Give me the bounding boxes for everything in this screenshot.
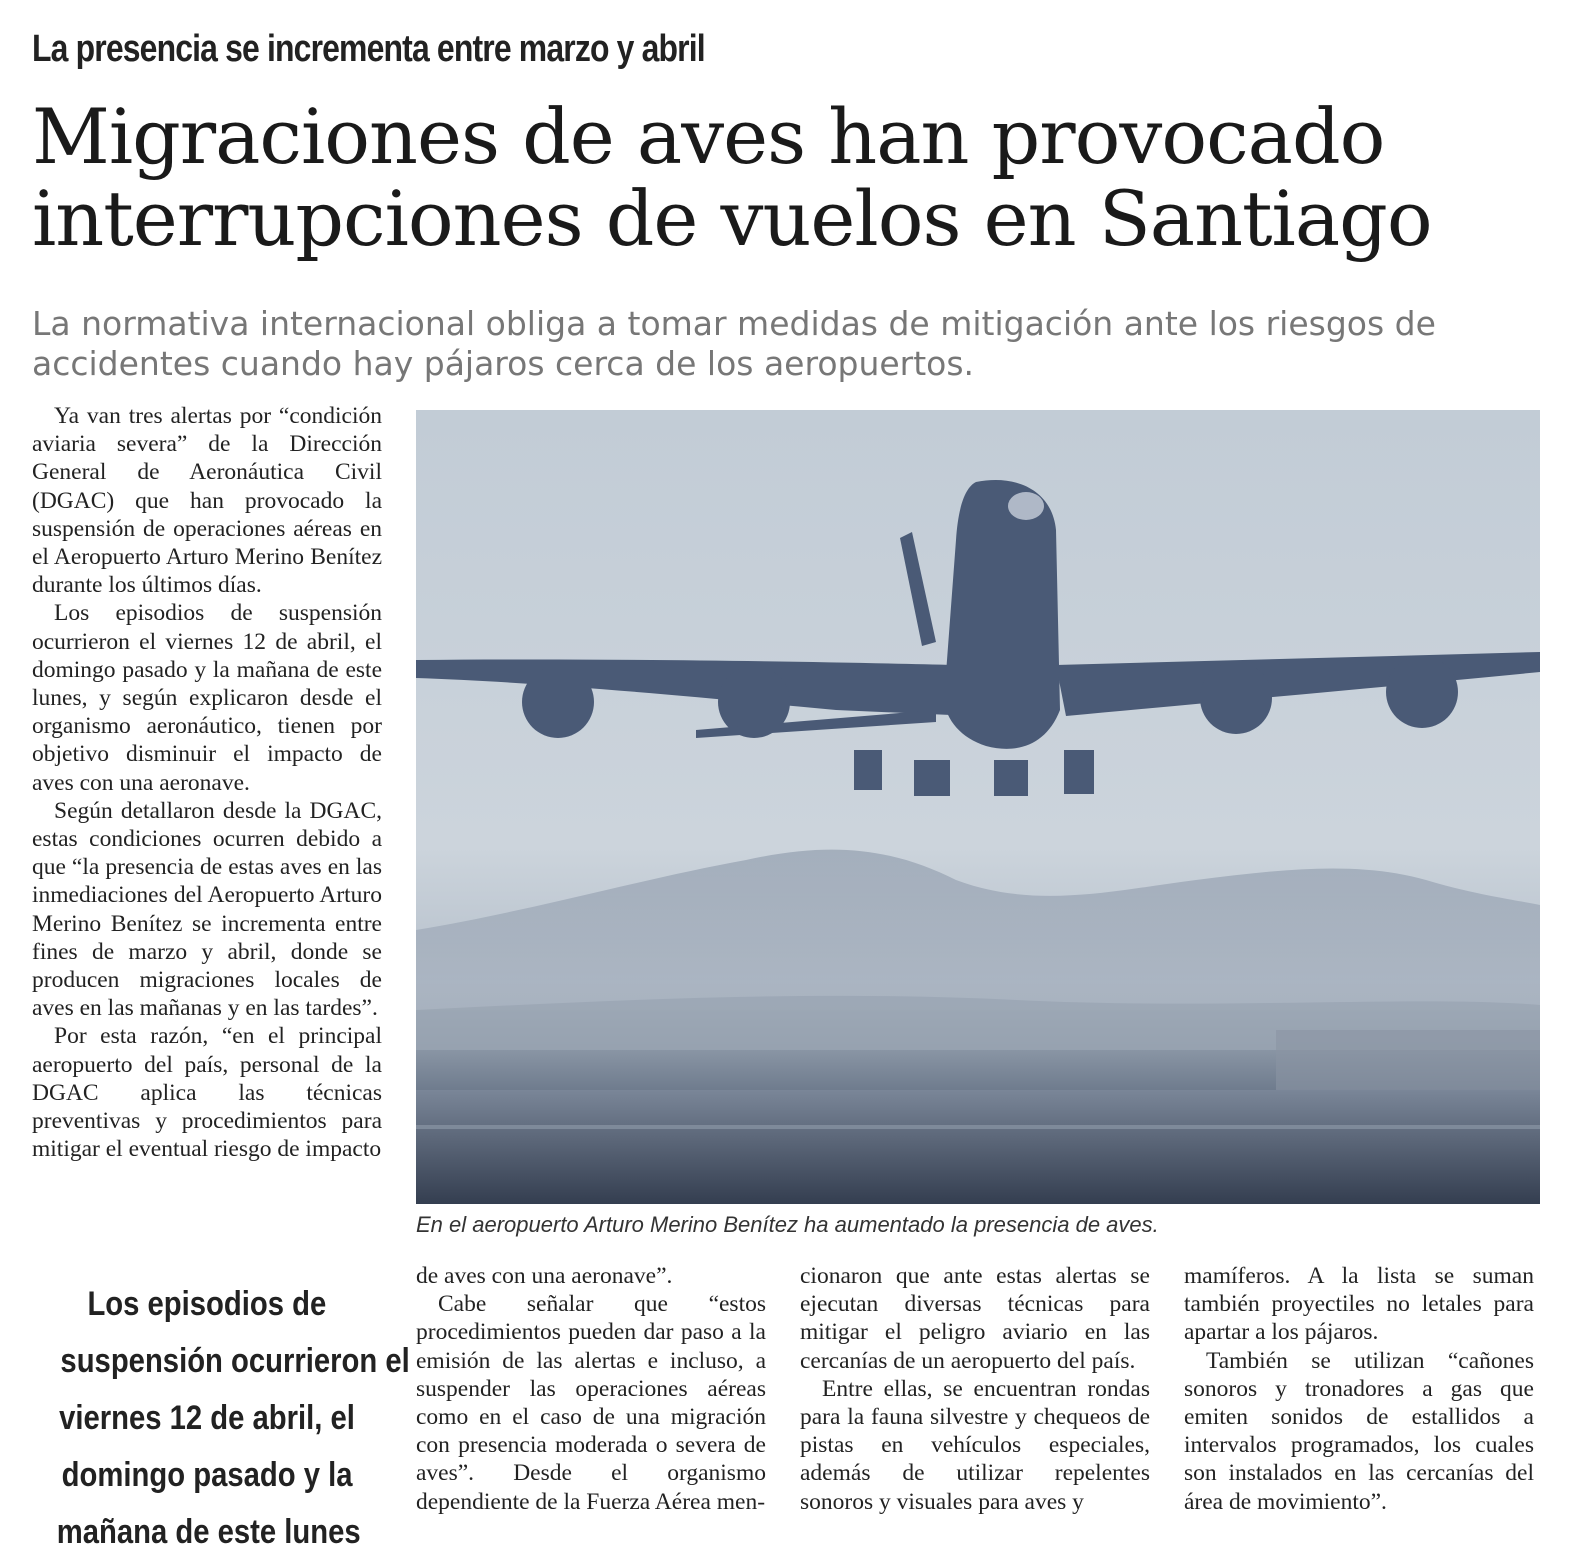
paragraph: Ya van tres alertas por “condición aviaria severa” de la Dirección General de Aeronáutica Civil (DGAC) que han provocado la suspensión de operaciones aéreas en el Aeropuerto Arturo Merino Benítez durante los últimos días. xyxy=(32,403,382,599)
pull-quote-line: viernes 12 de abril, el xyxy=(59,1399,355,1437)
headline-line-2: interrupciones de vuelos en Santiago xyxy=(32,174,1432,263)
paragraph: mamíferos. A la lista se suman también proyectiles no letales para apartar a los pájaros. xyxy=(1184,1263,1534,1346)
deck: La normativa internacional obliga a tomar medidas de mitigación ante los riesgos de accidentes cuando hay pájaros cerca de los aeropuertos. xyxy=(32,304,1436,383)
headline-line-1: Migraciones de aves han provocado xyxy=(32,92,1385,181)
column-3 xyxy=(800,1262,1150,1516)
paragraph: Los episodios de suspensión ocurrieron el viernes 12 de abril, el domingo pasado y la mañana de este lunes, y según explicaron desde el organismo aeronáutico, tienen por objetivo disminuir el impacto de aves con una aeronave. xyxy=(32,600,382,796)
paragraph: Cabe señalar que “estos procedimientos pueden dar paso a la emisión de las alertas e incluso, a suspender las operaciones aéreas como en el caso de una migración con presencia moderada o severa de aves”. Desde el organismo dependiente de la Fuerza Aérea men- xyxy=(416,1291,766,1515)
article-photo xyxy=(416,410,1540,1204)
paragraph: Por esta razón, “en el principal aeropuerto del país, personal de la DGAC aplica las técnicas preventivas y procedimientos para mitigar el eventual riesgo de impacto xyxy=(32,1023,382,1163)
column-1 xyxy=(32,402,382,1163)
paragraph: Entre ellas, se encuentran rondas para la fauna silvestre y chequeos de pistas en vehículos especiales, además de utilizar repelentes sonoros y visuales para aves y xyxy=(800,1375,1150,1515)
pull-quote-line: suspensión ocurrieron el xyxy=(60,1342,410,1380)
paragraph: de aves con una aeronave”. xyxy=(416,1263,673,1289)
pull-quote-line: Los episodios de xyxy=(87,1285,327,1323)
paragraph: cionaron que ante estas alertas se ejecutan diversas técnicas para mitigar el peligro aviario en las cercanías de un aeropuerto del país. xyxy=(800,1263,1150,1374)
paragraph: También se utilizan “cañones sonoros y tronadores a gas que emiten sonidos de estallidos a intervalos programados, los cuales son instalados en las cercanías del área de movimiento”. xyxy=(1184,1347,1534,1515)
pull-quote-line: domingo pasado y la xyxy=(61,1456,353,1494)
headline xyxy=(32,92,1572,263)
column-2 xyxy=(416,1262,766,1516)
kicker: La presencia se incrementa entre marzo y abril xyxy=(32,28,705,70)
paragraph: Según detallaron desde la DGAC, estas condiciones ocurren debido a que “la presencia de estas aves en las inmediaciones del Aeropuerto Arturo Merino Benítez se incrementa entre fines de marzo y abril, donde se producen migraciones locales de aves en las mañanas y en las tardes”. xyxy=(32,797,382,1022)
column-4 xyxy=(1184,1262,1534,1516)
photo-caption: En el aeropuerto Arturo Merino Benítez ha aumentado la presencia de aves. xyxy=(416,1212,1159,1237)
pull-quote xyxy=(32,1276,410,1561)
pull-quote-line: mañana de este lunes xyxy=(56,1513,361,1551)
